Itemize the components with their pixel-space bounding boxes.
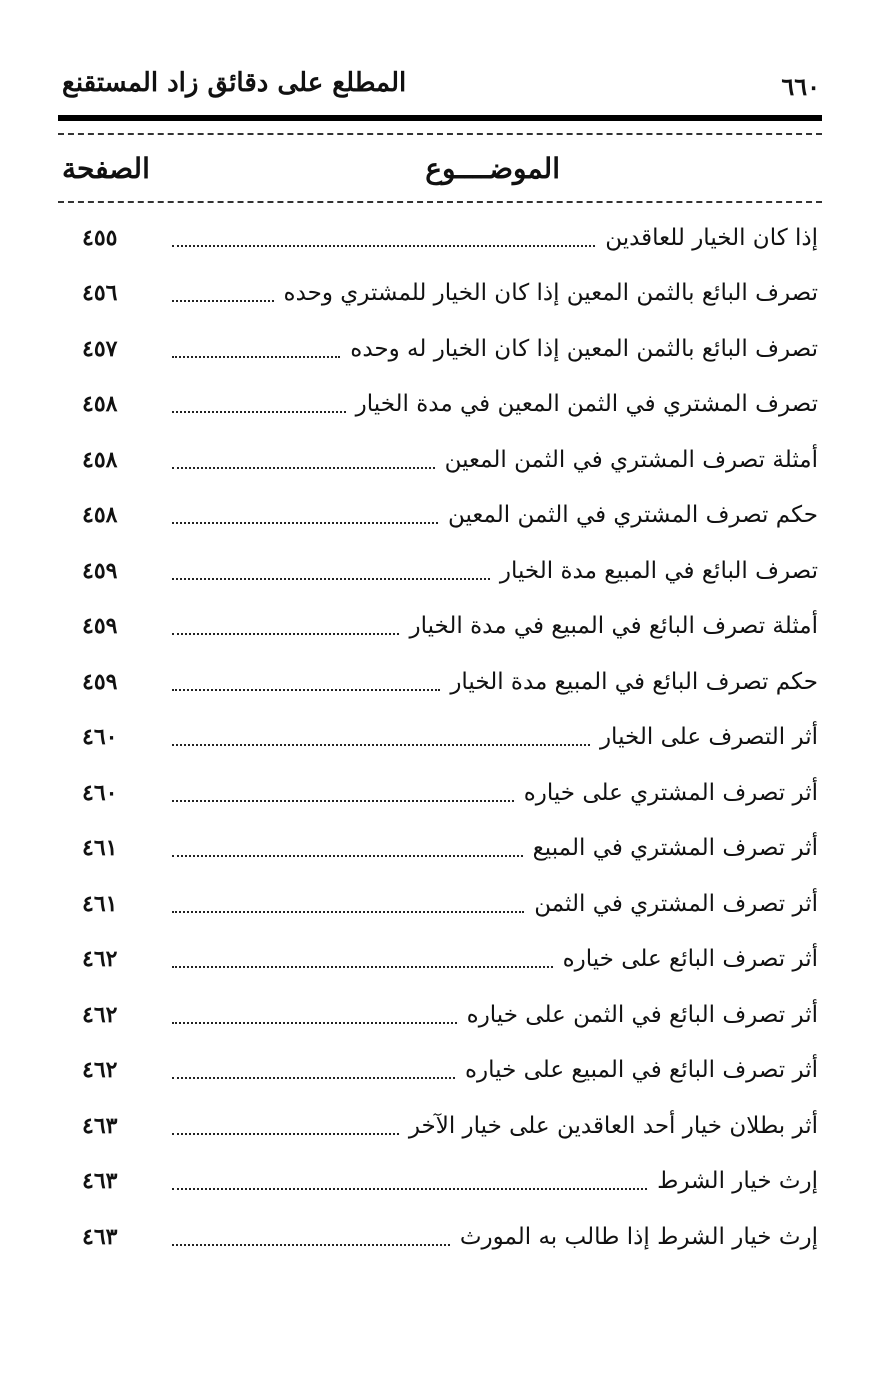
toc-entry-page-number: ٤٦٢: [82, 946, 118, 973]
header-book-title: المطلع على دقائق زاد المستقنع: [62, 68, 407, 98]
toc-entry: [62, 821, 822, 877]
toc-entry: [62, 432, 822, 488]
toc-entry: [62, 654, 822, 710]
dot-leader: [172, 300, 274, 302]
dot-leader: [172, 411, 346, 413]
dot-leader: [172, 966, 553, 968]
toc-entry-title: تصرف المشتري في الثمن المعين في مدة الخيار: [355, 391, 818, 418]
toc-entry-page-number: ٤٥٩: [82, 557, 118, 584]
header-rule: [58, 115, 822, 121]
toc-entry-page-number: ٤٥٩: [82, 668, 118, 695]
toc-entry-title: أثر بطلان خيار أحد العاقدين على خيار الآخر: [408, 1112, 818, 1139]
dot-leader: [172, 578, 490, 580]
dot-leader: [172, 689, 440, 691]
toc-entry: [62, 932, 822, 988]
toc-entry-page-number: ٤٦٣: [82, 1168, 118, 1195]
column-headings: [62, 152, 820, 196]
toc-entry-page-number: ٤٦٢: [82, 1001, 118, 1028]
toc-entry-page-number: ٤٦٠: [82, 724, 118, 751]
topic-column-heading: الموضــــوع: [425, 152, 560, 185]
toc-entry: [62, 710, 822, 766]
dot-leader: [172, 1022, 457, 1024]
header-page-number: ٦٦٠: [781, 72, 820, 101]
toc-entry-title: أثر تصرف المشتري في الثمن: [534, 890, 818, 917]
toc-entry-page-number: ٤٥٥: [82, 224, 118, 251]
toc-entry-title: أمثلة تصرف البائع في المبيع في مدة الخيار: [409, 613, 818, 640]
toc-entry-page-number: ٤٦١: [82, 890, 118, 917]
toc-entry-page-number: ٤٦٠: [82, 779, 118, 806]
toc-entry: [62, 488, 822, 544]
toc-entry-title: إرث خيار الشرط إذا طالب به المورث: [459, 1223, 818, 1250]
dot-leader: [172, 633, 399, 635]
toc-entry: [62, 210, 822, 266]
toc-entry-page-number: ٤٥٩: [82, 613, 118, 640]
toc-entry-title: أثر التصرف على الخيار: [599, 724, 818, 751]
dot-leader: [172, 245, 595, 247]
toc-entry-title: تصرف البائع بالثمن المعين إذا كان الخيار له وحده: [350, 335, 818, 362]
dot-leader: [172, 911, 524, 913]
toc-entry-title: حكم تصرف المشتري في الثمن المعين: [447, 502, 818, 529]
toc-entry-title: أثر تصرف البائع على خياره: [562, 946, 818, 973]
toc-entry: [62, 1098, 822, 1154]
toc-entry: [62, 987, 822, 1043]
dot-leader: [172, 522, 438, 524]
toc-entry-title: أثر تصرف المشتري على خياره: [523, 779, 818, 806]
toc-entry-page-number: ٤٦٣: [82, 1223, 118, 1250]
toc-entry: [62, 1154, 822, 1210]
dot-leader: [172, 744, 590, 746]
dot-leader: [172, 1188, 647, 1190]
dot-leader: [172, 800, 514, 802]
toc-entry-page-number: ٤٦٢: [82, 1057, 118, 1084]
dot-leader: [172, 1133, 399, 1135]
toc-entry-title: أثر تصرف البائع في المبيع على خياره: [464, 1057, 818, 1084]
toc-entry: [62, 765, 822, 821]
header-dashed-divider: [58, 133, 822, 135]
toc-entry-title: تصرف البائع في المبيع مدة الخيار: [499, 557, 818, 584]
toc-entry-page-number: ٤٥٧: [82, 335, 118, 362]
toc-entry-title: تصرف البائع بالثمن المعين إذا كان الخيار للمشتري وحده: [283, 280, 818, 307]
toc-entry-title: إذا كان الخيار للعاقدين: [605, 224, 818, 251]
toc-entry-title: إرث خيار الشرط: [657, 1168, 818, 1195]
dot-leader: [172, 356, 340, 358]
toc-entry: [62, 1209, 822, 1265]
toc-entry-page-number: ٤٥٨: [82, 446, 118, 473]
toc-entry-title: أثر تصرف البائع في الثمن على خياره: [466, 1001, 818, 1028]
toc-entry-page-number: ٤٥٨: [82, 502, 118, 529]
toc-entry-title: أمثلة تصرف المشتري في الثمن المعين: [444, 446, 818, 473]
toc-entry-page-number: ٤٦١: [82, 835, 118, 862]
toc-entry: [62, 876, 822, 932]
dot-leader: [172, 467, 435, 469]
toc-entry-page-number: ٤٦٣: [82, 1112, 118, 1139]
headings-dashed-divider: [58, 201, 822, 203]
toc-entry: [62, 266, 822, 322]
toc-entry: [62, 377, 822, 433]
table-of-contents: [62, 210, 822, 1265]
page-column-heading: الصفحة: [62, 152, 150, 185]
toc-entry-title: حكم تصرف البائع في المبيع مدة الخيار: [450, 668, 818, 695]
toc-entry: [62, 1043, 822, 1099]
toc-entry: [62, 599, 822, 655]
toc-entry-title: أثر تصرف المشتري في المبيع: [532, 835, 818, 862]
toc-entry: [62, 543, 822, 599]
toc-entry-page-number: ٤٥٨: [82, 391, 118, 418]
dot-leader: [172, 1077, 455, 1079]
dot-leader: [172, 855, 523, 857]
dot-leader: [172, 1244, 450, 1246]
toc-entry-page-number: ٤٥٦: [82, 280, 118, 307]
running-header: [62, 68, 820, 112]
toc-entry: [62, 321, 822, 377]
